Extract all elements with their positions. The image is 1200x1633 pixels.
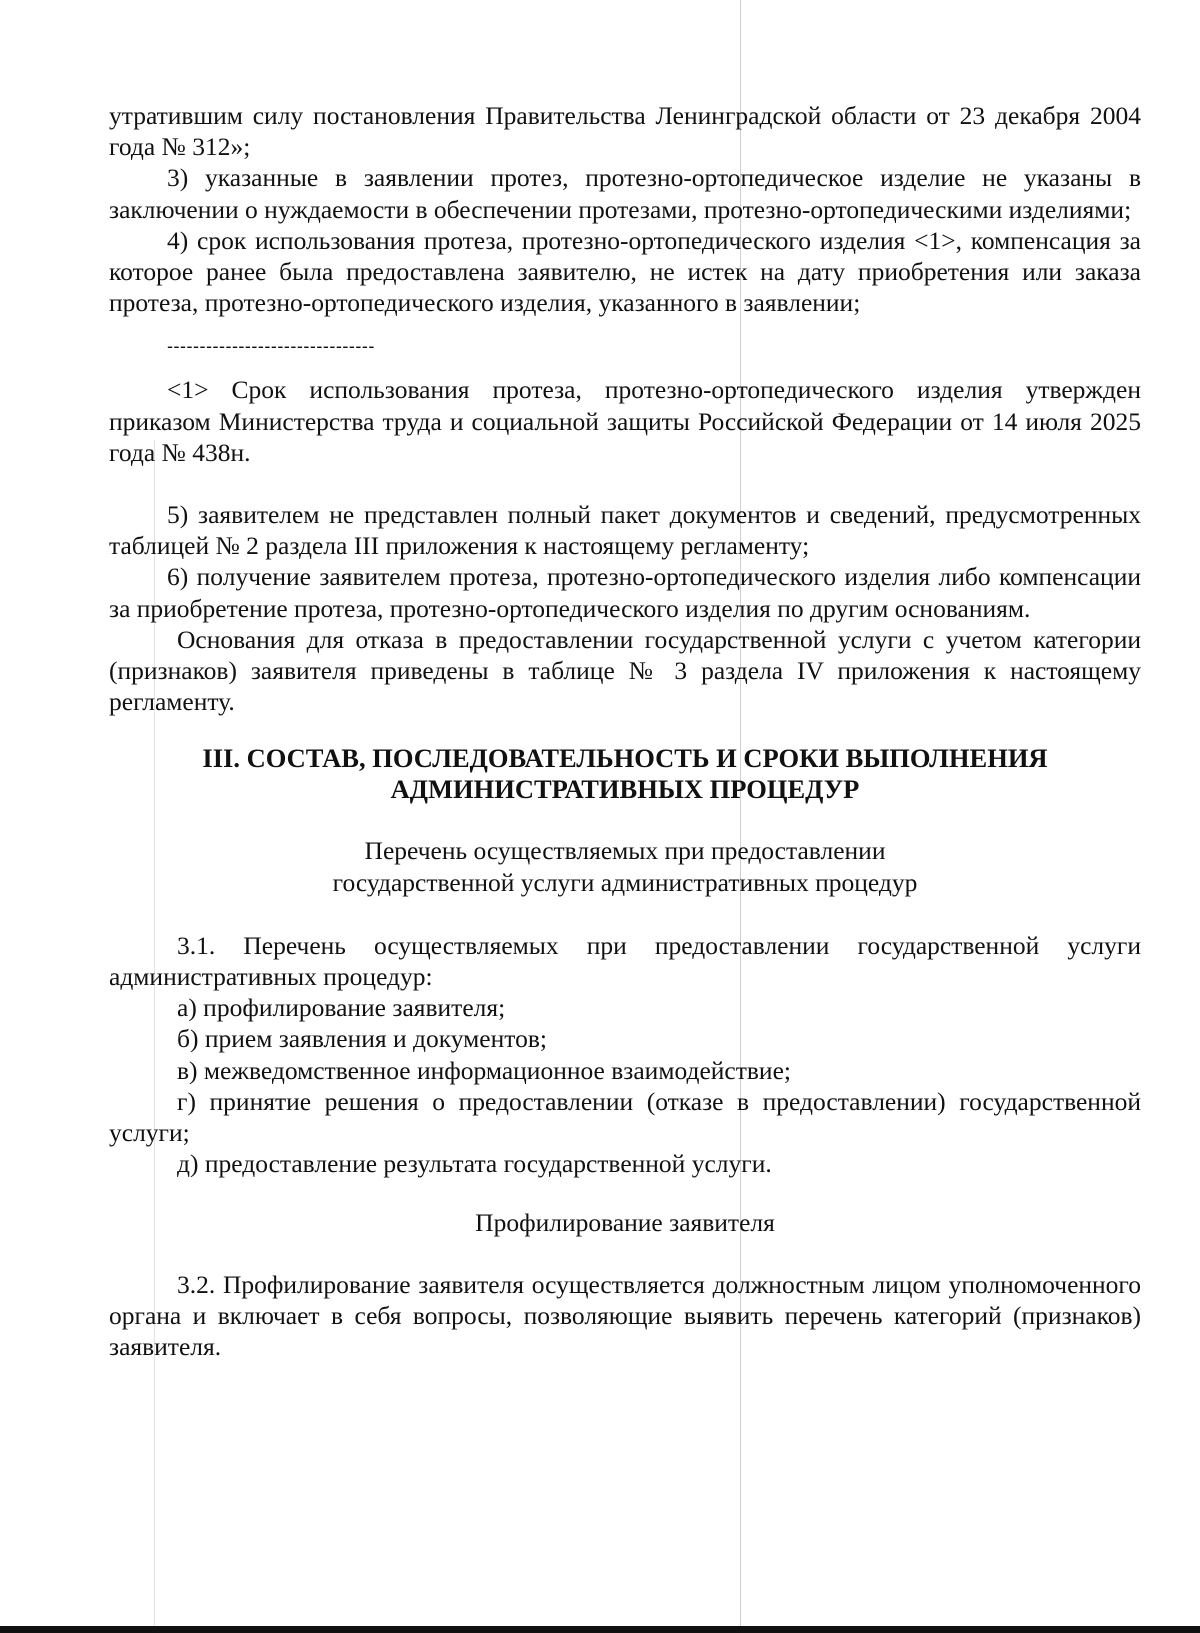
subsection-heading-profiling: Профилирование заявителя (475, 1208, 775, 1238)
scan-bottom-edge (0, 1626, 1200, 1633)
footnote-separator: -------------------------------- (167, 336, 375, 357)
paragraph-item-3: 3) указанные в заявлении протез, протезно-ортопедическое изделие не указаны в заключении о нуждаемости в обеспечении протезами, протезно-ортопедическими изделиями; (109, 163, 1141, 224)
list-item: б) прием заявления и документов; (177, 1024, 547, 1054)
paragraph-3-1: 3.1. Перечень осуществляемых при предоставлении государственной услуги административных процедур: (109, 930, 1141, 992)
document-body (109, 100, 1141, 1362)
paragraph-continuation: утратившим силу постановления Правительства Ленинградской области от 23 декабря 2004 года № 312»; (109, 101, 1141, 162)
subsection-heading-line-1: Перечень осуществляемых при предоставлении (364, 836, 886, 866)
section-title (109, 743, 1141, 805)
list-item: а) профилирование заявителя; (177, 993, 506, 1023)
subsection-heading-line-2: государственной услуги административных процедур (332, 867, 918, 897)
footnote-text: <1> Срок использования протеза, протезно-ортопедического изделия утвержден приказом Министерства труда и социальной защиты Российской Федерации от 14 июля 2025 года № 438н. (109, 375, 1141, 467)
list-item: д) предоставление результата государственной услуги. (177, 1149, 772, 1179)
paragraph-item-5: 5) заявителем не представлен полный пакет документов и сведений, предусмотренных таблицей № 2 раздела III приложения к настоящему регламенту; (109, 500, 1141, 561)
spacer (109, 468, 1141, 499)
subsection-heading (109, 835, 1141, 897)
paragraph-grounds: Основания для отказа в предоставлении государственной услуги с учетом категории (признаков) заявителя приведены в таблице № 3 раздела IV приложения к настоящему регламенту. (109, 624, 1141, 717)
list-item: в) межведомственное информационное взаимодействие; (177, 1055, 791, 1085)
paragraph-item-4: 4) срок использования протеза, протезно-ортопедического изделия <1>, компенсация за которое ранее была предоставлена заявителю, не истек на дату приобретения или заказа протеза, протезно-ортопедического изделия, указанного в заявлении; (109, 225, 1141, 318)
list-item: г) принятие решения о предоставлении (отказе в предоставлении) государственной услуги; (109, 1086, 1141, 1148)
section-title-line-1: III. СОСТАВ, ПОСЛЕДОВАТЕЛЬНОСТЬ И СРОКИ ВЫПОЛНЕНИЯ (202, 743, 1048, 774)
section-title-line-2: АДМИНИСТРАТИВНЫХ ПРОЦЕДУР (390, 774, 860, 805)
paragraph-3-2: 3.2. Профилирование заявителя осуществляется должностным лицом уполномоченного органа и включает в себя вопросы, позволяющие выявить перечень категорий (признаков) заявителя. (109, 1269, 1141, 1362)
paragraph-item-6: 6) получение заявителем протеза, протезно-ортопедического изделия либо компенсации за приобретение протеза, протезно-ортопедического изделия по другим основаниям. (109, 562, 1141, 623)
